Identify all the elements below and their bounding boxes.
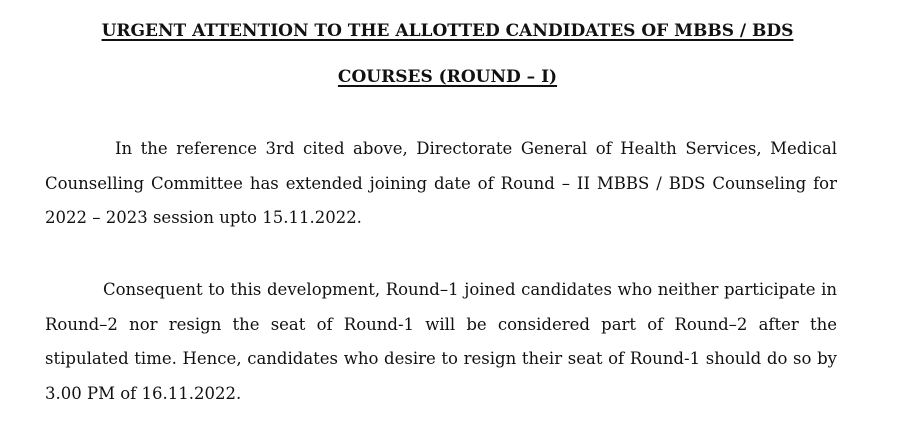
notice-heading-line-2: COURSES (ROUND – I) — [337, 67, 558, 87]
paragraph-joining-date-extension: In the reference 3rd cited above, Directorate General of Health Services, Medical Counselling Committee has extended joining date of Round – II MBBS / BDS Counseling for 2022 – 2023 session upto 15.11.2022. — [45, 139, 837, 227]
notice-heading-line-1: URGENT ATTENTION TO THE ALLOTTED CANDIDATES OF MBBS / BDS — [101, 21, 794, 41]
paragraph-resignation-deadline: Consequent to this development, Round–1 joined candidates who neither participate in Round–2 nor resign the seat of Round-1 will be considered part of Round–2 after the stipulated time. Hence, candidates who desire to resign their seat of Round-1 should do so by 3.00 PM of 16.11.2022. — [45, 280, 837, 403]
